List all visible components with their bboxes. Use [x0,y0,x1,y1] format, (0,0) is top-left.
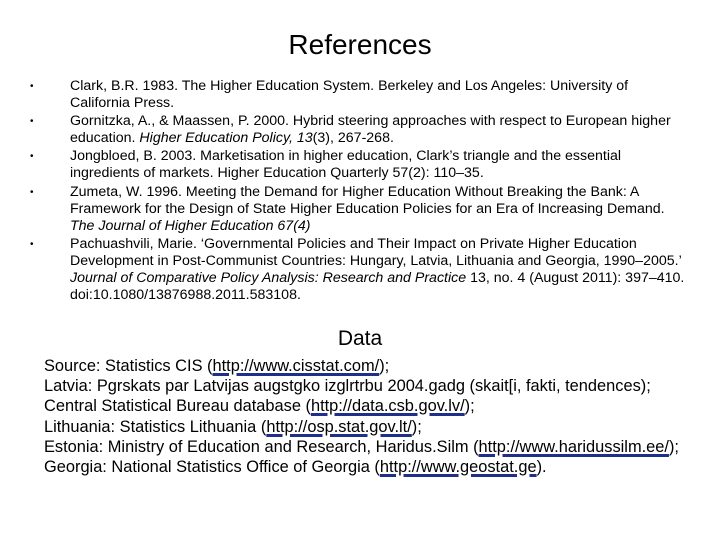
bullet-icon: • [30,238,34,250]
latvia-text: Latvia: Pgrskats par Latvijas augstgko izglrtrbu 2004.gadg (skait[i, fakti, tendences); Central Statistical Bureau database ( [44,377,651,416]
reference-text-end: (3), 267-268. [312,130,394,147]
reference-text-end: 13, no. 4 (August 2011): 397–410. doi:10.1080/13876988.2011.583108. [70,269,685,303]
csb-link[interactable]: http://data.csb.gov.lv/ [310,397,465,416]
data-sources [44,356,704,477]
latvia-end: ); [464,397,475,416]
geostat-link[interactable]: http://www.geostat.ge [379,458,537,477]
reference-list [30,78,690,305]
cisstat-link[interactable]: http://www.cisstat.com/ [212,357,380,375]
reference-text: Jongbloed, B. 2003. Marketisation in higher education, Clark’s triangle and the essential ingredients of markets. Higher Education Quarterly 57(2): 110–35. [70,148,622,182]
reference-journal: Journal of Comparative Policy Analysis: Research and Practice [70,269,467,286]
bullet-icon: • [30,186,34,198]
reference-text: Pachuashvili, Marie. ‘Governmental Policies and Their Impact on Private Higher Education Development in Post-Communist Countries: Hungary, Latvia, Lithuania and Georgia, 1990–2005.’ [70,235,682,269]
estonia-text: Estonia: Ministry of Education and Research, Haridus.Silm ( [44,437,479,456]
reference-journal: Higher Education Policy, 13 [139,130,313,147]
stat-lt-link[interactable]: http://osp.stat.gov.lt/ [266,417,412,436]
reference-item [30,148,690,182]
bullet-icon: • [30,116,34,128]
lithuania-text: Lithuania: Statistics Lithuania ( [44,417,267,436]
lithuania-end: ); [411,417,422,436]
source-end: ); [379,357,390,375]
reference-journal: The Journal of Higher Education 67(4) [70,217,311,234]
reference-item [30,113,690,147]
reference-text: Zumeta, W. 1996. Meeting the Demand for Higher Education Without Breaking the Bank: A Framework for the Design of State Higher Education Policies for an Era of Increasing Demand. [70,183,665,217]
source-label: Source: Statistics CIS ( [44,357,213,375]
bullet-icon: • [30,151,34,163]
data-section-title: Data [337,327,383,350]
haridussilm-link[interactable]: http://www.haridussilm.ee/ [478,437,669,456]
slide-title: References [288,29,432,60]
reference-text: Clark, B.R. 1983. The Higher Education System. Berkeley and Los Angeles: University of California Press. [70,78,629,111]
reference-text: Gornitzka, A., & Maassen, P. 2000. Hybrid steering approaches with respect to European higher education. [70,113,671,147]
bullet-icon: • [30,81,34,92]
reference-item [30,78,690,112]
reference-item [30,184,690,235]
georgia-end: ). [536,458,547,477]
reference-item [30,236,690,304]
georgia-text: ); Georgia: National Statistics Office of Georgia ( [44,437,679,477]
